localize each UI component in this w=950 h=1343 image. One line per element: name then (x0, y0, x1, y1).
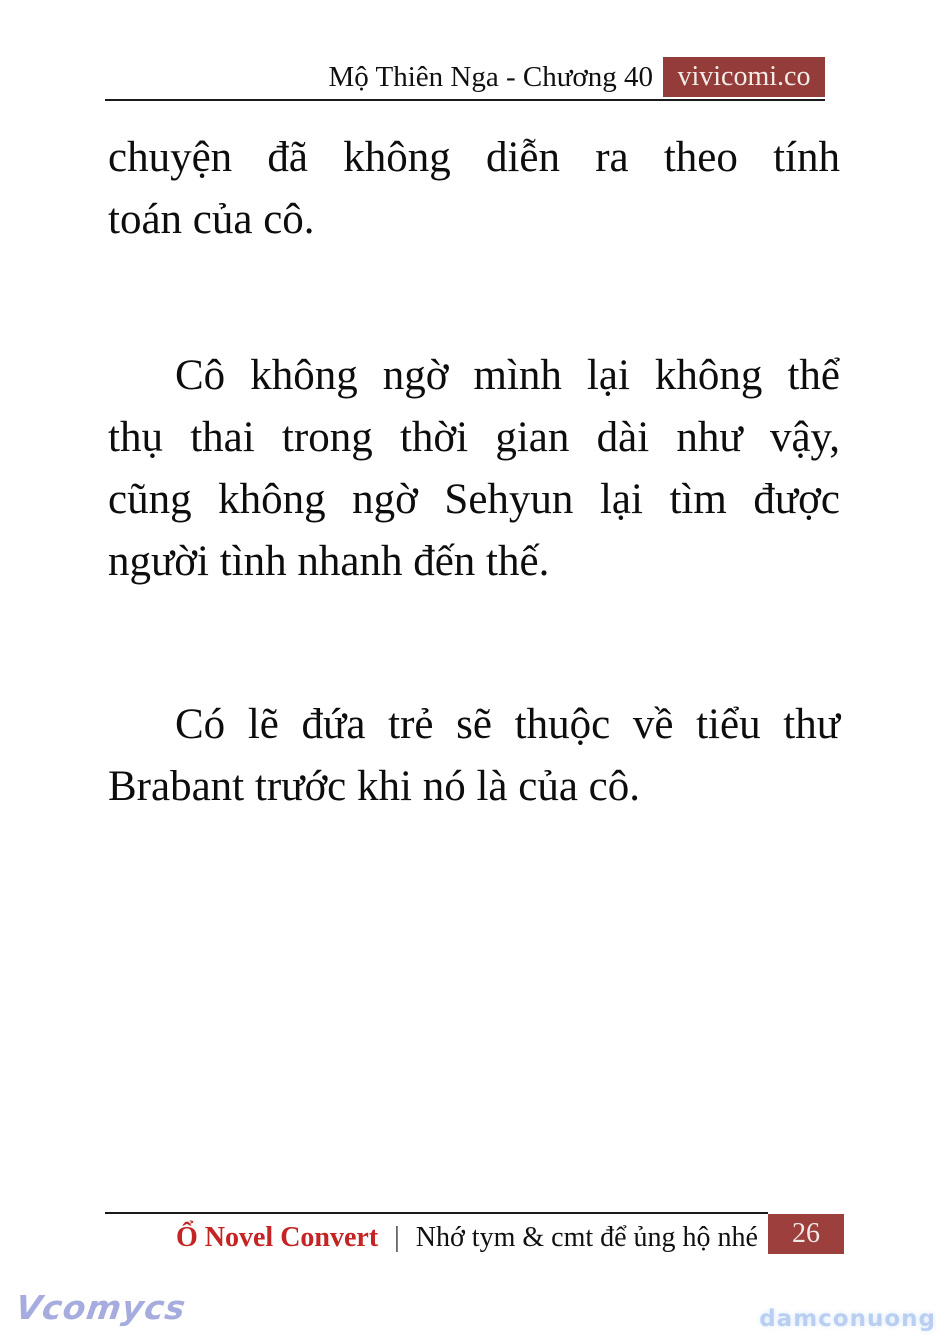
footer-rule (105, 1212, 768, 1214)
body-text (108, 127, 840, 818)
site-badge: vivicomi.co (663, 57, 825, 97)
converter-name: Ổ Novel Convert (175, 1222, 379, 1253)
paragraph (108, 345, 840, 593)
text-line: Có lẽ đứa trẻ sẽ thuộc về tiểu thư (175, 701, 840, 748)
paragraph (108, 694, 840, 818)
footer-separator: | (394, 1222, 400, 1253)
text-line: Cô không ngờ mình lại không thể (175, 352, 840, 399)
text-line: thụ thai trong thời gian dài như vậy, (108, 414, 840, 461)
text-line: người tình nhanh đến thế. (108, 538, 550, 585)
text-line: Brabant trước khi nó là của cô. (108, 763, 640, 810)
damconuong-watermark: damconuong (759, 1306, 936, 1332)
text-line: chuyện đã không diễn ra theo tính (108, 134, 840, 181)
vcomycs-watermark: Vcomycs (13, 1288, 189, 1327)
page-number: 26 (768, 1214, 844, 1254)
chapter-title: Mộ Thiên Nga - Chương 40 (328, 61, 653, 93)
footer-credit (176, 1218, 758, 1258)
paragraph (108, 127, 840, 251)
footer-note: Nhớ tym & cmt để ủng hộ nhé (415, 1222, 758, 1253)
text-line: toán của cô. (108, 196, 315, 243)
header-rule (105, 99, 825, 101)
text-line: cũng không ngờ Sehyun lại tìm được (108, 476, 840, 523)
